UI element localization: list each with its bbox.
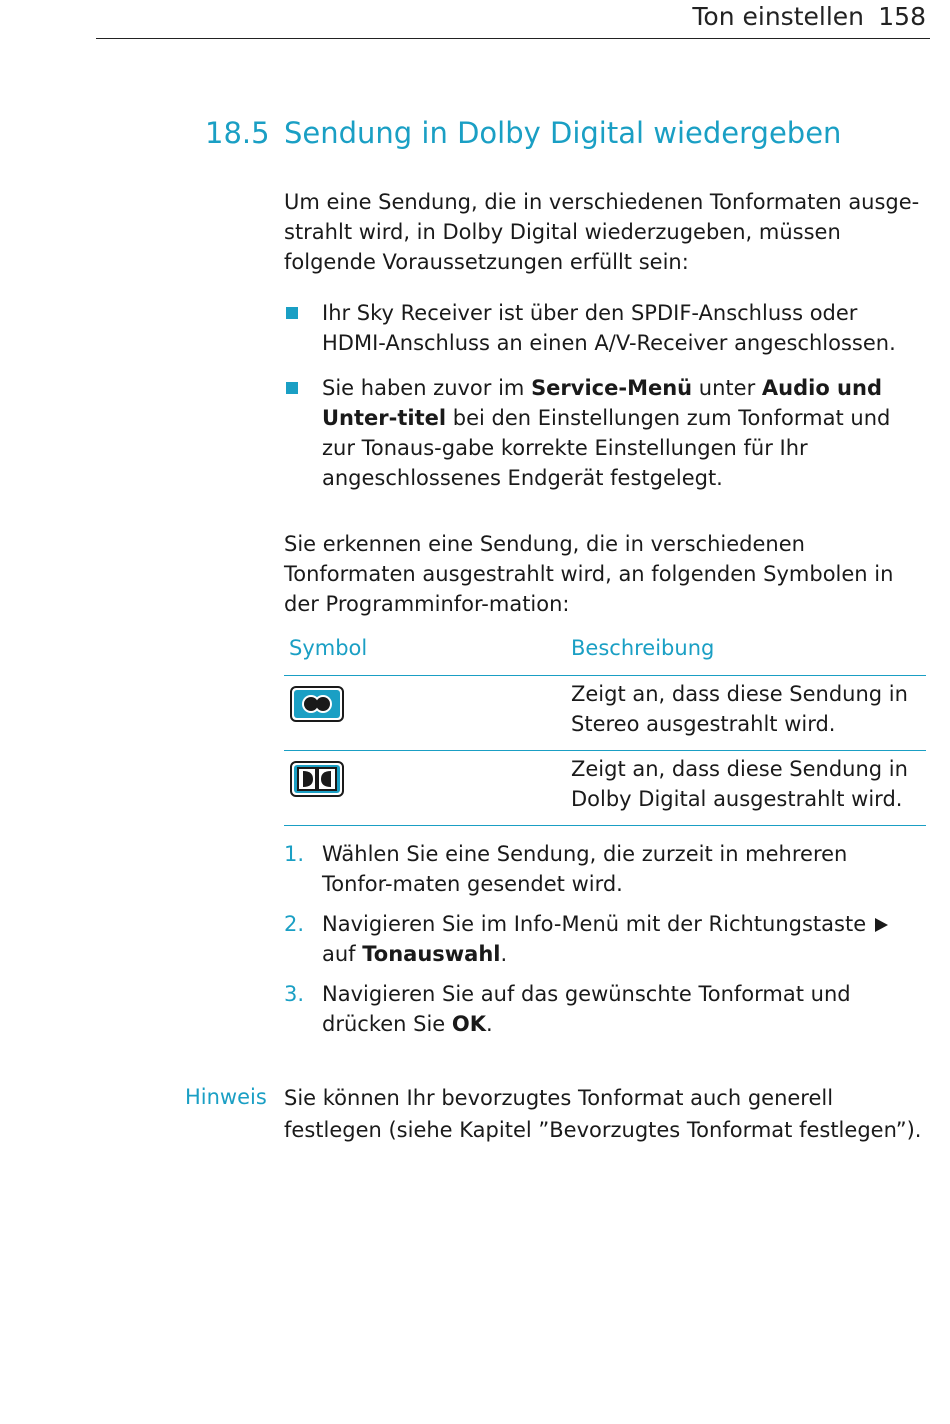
note-text: Sie können Ihr bevorzugtes Tonformat auch generell festlegen (siehe Kapitel ”Bevorzugtes Tonformat festlegen”). bbox=[284, 1086, 922, 1142]
square-bullet-icon bbox=[286, 382, 298, 394]
list-item bbox=[284, 979, 924, 1039]
symbol-table bbox=[284, 633, 926, 826]
key-name: OK bbox=[451, 1012, 487, 1036]
stereo-icon bbox=[290, 686, 344, 726]
requirements-list bbox=[284, 298, 924, 508]
step-text: Wählen Sie eine Sendung, die zurzeit in mehreren Tonfor-maten gesendet wird. bbox=[322, 842, 848, 896]
column-header-description: Beschreibung bbox=[571, 636, 715, 660]
table-row bbox=[284, 676, 926, 751]
intro-paragraph: Um eine Sendung, die in verschiedenen Tonformaten ausge-strahlt wird, in Dolby Digital wiederzugeben, müssen folgende Voraussetzungen erfüllt sein: bbox=[284, 190, 920, 274]
list-item-text: bei den Einstellungen zum Tonformat und zur Tonaus-gabe korrekte Einstellungen für Ihr angeschlossenes Endgerät festgelegt. bbox=[322, 406, 891, 490]
list-item bbox=[284, 298, 924, 358]
note-label: Hinweis bbox=[185, 1085, 267, 1109]
menu-name: Tonauswahl bbox=[362, 942, 501, 966]
menu-name: Audio und Unter-titel bbox=[322, 376, 882, 430]
list-item bbox=[284, 909, 924, 969]
step-text: Navigieren Sie auf das gewünschte Tonformat und drücken Sie bbox=[322, 982, 851, 1036]
step-text: auf bbox=[322, 942, 363, 966]
page-number: 158 bbox=[878, 2, 926, 31]
section-title: Sendung in Dolby Digital wiedergeben bbox=[284, 116, 842, 150]
list-item-text: unter bbox=[692, 376, 762, 400]
table-cell-description: Zeigt an, dass diese Sendung in Dolby Digital ausgestrahlt wird. bbox=[571, 757, 908, 811]
dolby-digital-icon bbox=[290, 761, 344, 801]
step-number: 1. bbox=[284, 842, 305, 866]
symbols-paragraph: Sie erkennen eine Sendung, die in verschiedenen Tonformaten ausgestrahlt wird, an folgenden Symbolen in der Programminfor-mation: bbox=[284, 532, 894, 616]
steps-list bbox=[284, 839, 924, 1049]
step-text: . bbox=[500, 942, 508, 966]
step-text: Navigieren Sie im Info-Menü mit der Richtungstaste bbox=[322, 912, 867, 936]
table-row bbox=[284, 751, 926, 826]
step-number: 3. bbox=[284, 982, 305, 1006]
section-number: 18.5 bbox=[205, 116, 270, 150]
step-text: . bbox=[486, 1012, 493, 1036]
menu-name: Service-Menü bbox=[531, 376, 693, 400]
list-item-text: Sie haben zuvor im bbox=[322, 376, 532, 400]
list-item bbox=[284, 373, 924, 493]
chapter-title: Ton einstellen bbox=[692, 2, 864, 31]
column-header-symbol: Symbol bbox=[289, 636, 368, 660]
table-header bbox=[284, 633, 926, 676]
arrow-right-icon bbox=[875, 918, 888, 932]
list-item bbox=[284, 839, 924, 899]
step-number: 2. bbox=[284, 912, 305, 936]
table-cell-description: Zeigt an, dass diese Sendung in Stereo ausgestrahlt wird. bbox=[571, 682, 908, 736]
page-header bbox=[96, 0, 930, 39]
square-bullet-icon bbox=[286, 307, 298, 319]
list-item-text: Ihr Sky Receiver ist über den SPDIF-Anschluss oder HDMI-Anschluss an einen A/V-Receiver angeschlossen. bbox=[322, 301, 896, 355]
